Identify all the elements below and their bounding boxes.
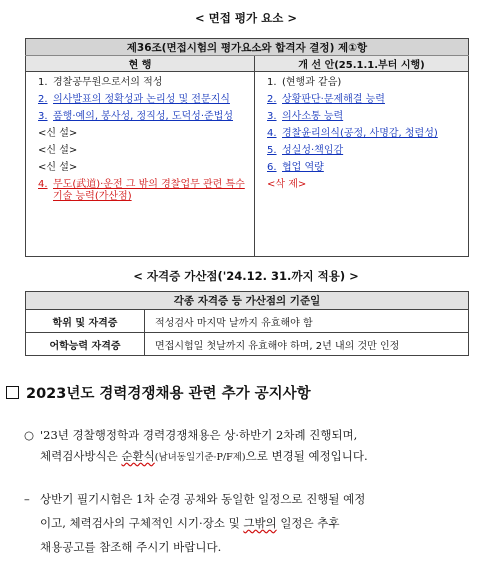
list-item: 3. 의사소통 능력	[267, 111, 344, 122]
checkbox-square-icon	[6, 386, 19, 399]
col-current-header: 현 행	[26, 56, 255, 72]
list-item: 2. 상황판단·문제해결 능력	[267, 94, 385, 105]
notice-heading: 2023년도 경력경쟁채용 관련 추가 공지사항	[6, 382, 311, 403]
list-item: 5. 성실성·책임감	[267, 145, 344, 156]
cert-row-key: 학위 및 자격증	[26, 310, 145, 333]
cert-table-caption: 각종 자격증 등 가산점의 기준일	[26, 292, 469, 310]
list-item: 3. 품행·예의, 봉사성, 정직성, 도덕성·준법성	[38, 111, 233, 122]
col-revised-header: 개 선 안(25.1.1.부터 시행)	[255, 56, 469, 72]
table-row	[26, 333, 469, 356]
list-item: <신 설>	[38, 145, 78, 156]
notice-paragraph-2: – 상반기 필기시험은 1차 순경 공채와 동일한 일정으로 진행될 예정 이고, 체력검사의 구체적인 시기·장소 및 그밖의 일정은 추후 채용공고를 참조해 주시기 바랍니다.	[24, 487, 479, 559]
cert-row-key: 어학능력 자격증	[26, 333, 145, 356]
interview-section-title: < 면접 평가 요소 >	[195, 11, 297, 25]
revised-items-cell	[255, 72, 469, 257]
list-item: <신 설>	[38, 162, 78, 173]
list-item: <삭 제>	[267, 179, 307, 190]
list-item: 4. 무도(武道)·운전 그 밖의 경찰업무 관련 특수기술 능력(가산점)	[38, 179, 245, 202]
list-item: 6. 협업 역량	[267, 162, 324, 173]
list-item: 2. 의사발표의 정확성과 논리성 및 전문지식	[38, 94, 230, 105]
list-item: 1. (현행과 같음)	[267, 77, 342, 88]
current-items-cell	[26, 72, 255, 257]
cert-row-value: 면접시험일 첫날까지 유효해야 하며, 2년 내의 것만 인정	[145, 333, 469, 356]
table-row	[26, 310, 469, 333]
cert-row-value: 적성검사 마지막 날까지 유효해야 함	[145, 310, 469, 333]
compare-table-caption: 제36조(면접시험의 평가요소와 합격자 결정) 제①항	[26, 39, 469, 56]
dash-bullet-icon: –	[24, 492, 30, 506]
notice-paragraph-1: ○ '23년 경찰행정학과 경력경쟁채용은 상·하반기 2차례 진행되며, 체력검사방식은 순환식(남녀동일기준·P/F제)으로 변경될 예정입니다.	[24, 425, 479, 468]
circle-bullet-icon: ○	[24, 428, 35, 442]
list-item: 4. 경찰윤리의식(공정, 사명감, 청렴성)	[267, 128, 438, 139]
list-item: <신 설>	[38, 128, 78, 139]
evaluation-compare-table	[25, 38, 469, 257]
cert-section-title: < 자격증 가산점('24.12. 31.까지 적용) >	[133, 269, 359, 283]
list-item: 1. 경찰공무원으로서의 적성	[38, 77, 163, 88]
cert-table	[25, 291, 469, 356]
